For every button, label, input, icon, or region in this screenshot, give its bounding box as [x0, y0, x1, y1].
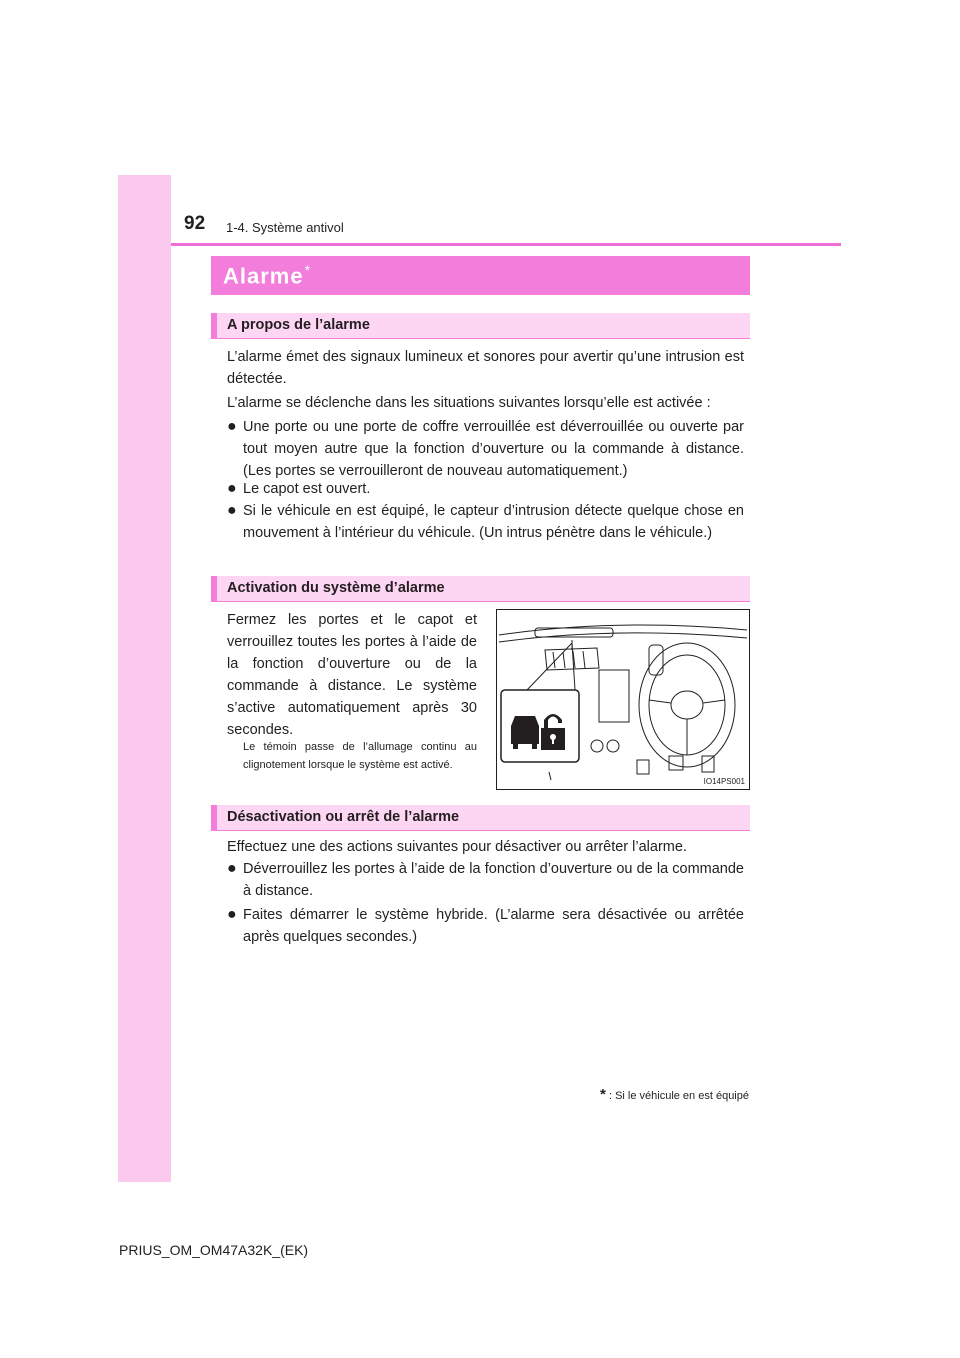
list-item: [227, 478, 744, 500]
header-rule: [171, 243, 841, 246]
page-number: 92: [184, 213, 206, 234]
activation-text: Fermez les portes et le capot et verrouillez toutes les portes à l’aide de la fonction d’ouverture ou de la commande à distance. Le système s’active automatiquement après 30 secondes.: [227, 612, 477, 738]
footnote-text: : Si le véhicule en est équipé: [608, 1090, 749, 1102]
dashboard-drawing: [497, 610, 749, 789]
bullet-icon: ●: [227, 480, 237, 497]
list-item-text: Déverrouillez les portes à l’aide de la fonction d’ouverture ou de la commande à distance.: [243, 861, 744, 899]
figure-label: IO14PS001: [703, 777, 745, 786]
list-item: [227, 500, 744, 544]
list-item-text: Une porte ou une porte de coffre verrouillée est déverrouillée ou ouverte par tout moyen autre que la fonction d’ouverture ou la commande à distance. (Les portes se verrouilleront de nouveau automatiquement.): [243, 419, 744, 479]
page-title: Alarme*: [223, 262, 312, 289]
section-label: 1-4. Système antivol: [226, 220, 344, 235]
subhead-activation-label: Activation du système d’alarme: [227, 580, 445, 596]
side-tab: [118, 175, 171, 1182]
list-item: [227, 904, 744, 948]
bullet-icon: ●: [227, 906, 237, 923]
list-item-text: Faites démarrer le système hybride. (L’alarme sera désactivée ou arrêtée après quelques secondes.): [243, 907, 744, 945]
dashboard-illustration: [496, 609, 750, 790]
about-trigger-intro: L’alarme se déclenche dans les situations suivantes lorsqu’elle est activée :: [227, 395, 711, 411]
footnote: [600, 1086, 749, 1103]
deactivation-intro: Effectuez une des actions suivantes pour désactiver ou arrêter l’alarme.: [227, 839, 687, 855]
list-item: [227, 416, 744, 482]
footer-code: PRIUS_OM_OM47A32K_(EK): [119, 1242, 309, 1258]
activation-note: Le témoin passe de l’allumage continu au clignotement lorsque le système est activé.: [243, 741, 477, 771]
bullet-icon: ●: [227, 418, 237, 435]
list-item-text: Le capot est ouvert.: [243, 481, 371, 497]
bullet-icon: ●: [227, 502, 237, 519]
list-item: [227, 858, 744, 902]
subhead-deactivation-label: Désactivation ou arrêt de l’alarme: [227, 809, 460, 825]
subhead-about-label: A propos de l’alarme: [227, 317, 370, 333]
asterisk-icon: *: [304, 262, 312, 278]
subhead-deactivation: [211, 805, 750, 831]
subhead-activation: [211, 576, 750, 602]
list-item-text: Si le véhicule en est équipé, le capteur d’intrusion détecte quelque chose en mouvement à l’intérieur du véhicule. (Un intrus pénètre dans le véhicule.): [243, 503, 744, 541]
bullet-icon: ●: [227, 860, 237, 877]
title-bar: [211, 256, 750, 295]
asterisk-icon: *: [600, 1086, 606, 1103]
subhead-about: [211, 313, 750, 339]
about-intro: L’alarme émet des signaux lumineux et sonores pour avertir qu’une intrusion est détectée.: [227, 349, 744, 387]
